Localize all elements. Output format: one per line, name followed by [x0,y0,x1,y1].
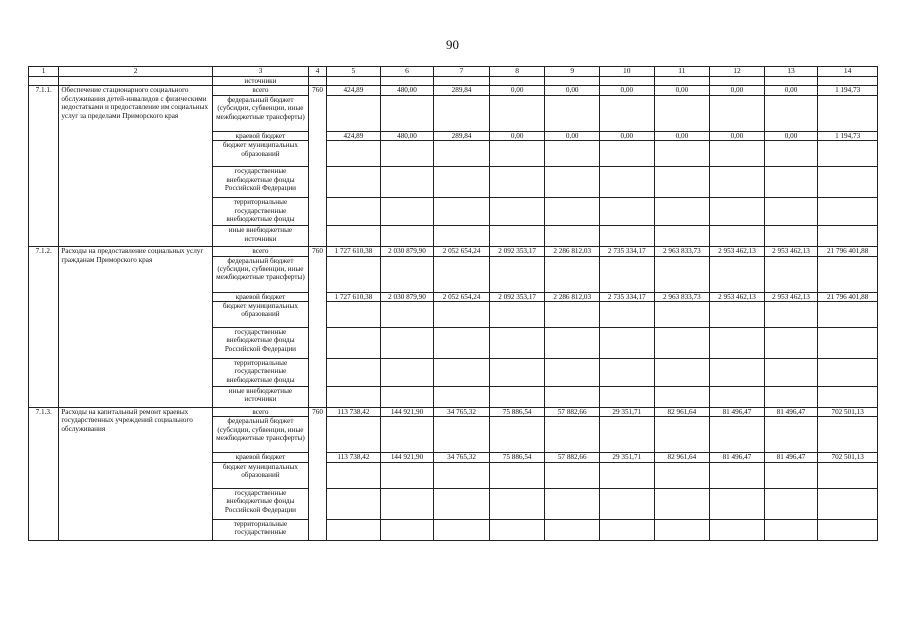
empty-cell [380,198,434,226]
empty-cell [710,488,765,519]
empty-cell [545,359,600,387]
code-cell: 760 [308,247,326,408]
empty-cell [545,417,600,453]
empty-cell [327,417,381,453]
empty-cell [654,256,710,292]
empty-cell [764,417,818,453]
source-cell: иные внебюджетные источники [212,226,308,247]
empty-cell [764,462,818,488]
empty-cell [434,328,490,359]
empty-cell [600,488,655,519]
source-cell: краевой бюджет [212,292,308,301]
column-header-cell: 2 [59,67,213,77]
empty-cell [600,417,655,453]
code-cell: 760 [308,408,326,541]
column-header-cell: 8 [489,67,545,77]
value-cell: 144 921,90 [380,453,434,462]
source-cell: территориальные государственные [212,519,308,540]
value-cell: 0,00 [710,86,765,95]
empty-cell [380,95,434,131]
item-name-cell: Обеспечение стационарного социального обслуживания детей-инвалидов с физическими недостатками и предоставление им социальных услуг за пределами Приморского края [59,86,213,247]
empty-cell [654,77,710,86]
value-cell: 2 052 654,24 [434,247,490,256]
value-cell: 29 351,71 [600,453,655,462]
empty-cell [327,488,381,519]
column-header-cell: 12 [710,67,765,77]
column-header-cell: 6 [380,67,434,77]
empty-cell [764,95,818,131]
column-header-cell: 9 [545,67,600,77]
source-cell: федеральный бюджет (субсидии, субвенции, иные межбюджетные трансферты) [212,256,308,292]
empty-cell [654,359,710,387]
budget-table [28,66,878,541]
empty-cell [545,462,600,488]
value-cell: 2 735 334,17 [600,247,655,256]
source-cell: бюджет муниципальных образований [212,302,308,328]
value-cell: 2 092 353,17 [489,292,545,301]
empty-cell [764,77,818,86]
column-header-cell: 10 [600,67,655,77]
empty-cell [489,387,545,408]
empty-cell [489,302,545,328]
empty-cell [489,359,545,387]
value-cell: 2 092 353,17 [489,247,545,256]
value-cell: 81 496,47 [710,408,765,417]
empty-cell [489,226,545,247]
empty-cell [764,359,818,387]
column-header-cell: 1 [29,67,59,77]
item-name-cell: Расходы на предоставление социальных услуг гражданам Приморского края [59,247,213,408]
value-cell: 21 796 401,88 [818,292,878,301]
value-cell: 75 886,54 [489,408,545,417]
empty-cell [434,226,490,247]
empty-cell [710,462,765,488]
empty-cell [327,302,381,328]
value-cell: 2 030 879,90 [380,292,434,301]
column-header-cell: 4 [308,67,326,77]
column-header-cell: 13 [764,67,818,77]
empty-cell [545,141,600,167]
empty-cell [434,95,490,131]
value-cell: 2 953 462,13 [710,247,765,256]
value-cell: 0,00 [600,86,655,95]
value-cell: 424,89 [327,131,381,140]
source-cell: бюджет муниципальных образований [212,141,308,167]
empty-cell [654,95,710,131]
empty-cell [380,226,434,247]
table-row [29,247,878,256]
empty-cell [764,226,818,247]
empty-cell [710,328,765,359]
empty-cell [764,141,818,167]
item-number-cell: 7.1.2. [29,247,59,408]
value-cell: 0,00 [545,86,600,95]
empty-cell [654,328,710,359]
empty-cell [489,488,545,519]
value-cell: 113 738,42 [327,408,381,417]
empty-cell [764,198,818,226]
empty-cell [600,462,655,488]
empty-cell [489,198,545,226]
empty-cell [764,328,818,359]
empty-cell [545,226,600,247]
source-cell: всего [212,86,308,95]
value-cell: 480,00 [380,131,434,140]
empty-cell [600,359,655,387]
empty-cell [818,359,878,387]
empty-cell [489,519,545,540]
empty-cell [380,77,434,86]
item-number-cell: 7.1.3. [29,408,59,541]
empty-cell [710,77,765,86]
code-cell: 760 [308,86,326,247]
empty-cell [764,519,818,540]
value-cell: 0,00 [600,131,655,140]
empty-cell [380,519,434,540]
empty-cell [710,226,765,247]
empty-cell [818,95,878,131]
source-cell: государственные внебюджетные фонды Российской Федерации [212,328,308,359]
value-cell: 144 921,90 [380,408,434,417]
column-header-cell: 7 [434,67,490,77]
empty-cell [710,519,765,540]
empty-cell [764,488,818,519]
empty-cell [545,302,600,328]
empty-cell [600,256,655,292]
empty-cell [327,519,381,540]
empty-cell [29,77,59,86]
empty-cell [545,488,600,519]
empty-cell [654,198,710,226]
empty-cell [380,417,434,453]
empty-cell [327,77,381,86]
empty-cell [818,519,878,540]
empty-cell [654,417,710,453]
column-header-row [29,67,878,77]
empty-cell [434,359,490,387]
empty-cell [380,167,434,198]
source-cell: государственные внебюджетные фонды Российской Федерации [212,488,308,519]
value-cell: 0,00 [654,86,710,95]
source-cell: федеральный бюджет (субсидии, субвенции, иные межбюджетные трансферты) [212,95,308,131]
empty-cell [818,77,878,86]
empty-cell [710,302,765,328]
empty-cell [380,256,434,292]
empty-cell [327,359,381,387]
value-cell: 81 496,47 [710,453,765,462]
empty-cell [818,417,878,453]
value-cell: 0,00 [489,131,545,140]
empty-cell [59,77,213,86]
empty-cell [489,256,545,292]
value-cell: 2 953 462,13 [710,292,765,301]
page-number: 90 [446,37,459,52]
value-cell: 2 963 833,73 [654,247,710,256]
empty-cell [489,167,545,198]
value-cell: 424,89 [327,86,381,95]
value-cell: 1 194,73 [818,131,878,140]
empty-cell [600,141,655,167]
empty-cell [327,226,381,247]
empty-cell [710,387,765,408]
empty-cell [380,387,434,408]
empty-cell [434,417,490,453]
empty-cell [545,77,600,86]
empty-cell [654,226,710,247]
empty-cell [818,226,878,247]
empty-cell [818,256,878,292]
value-cell: 81 496,47 [764,453,818,462]
empty-cell [818,198,878,226]
empty-cell [489,95,545,131]
empty-cell [380,359,434,387]
empty-cell [327,256,381,292]
empty-cell [545,95,600,131]
value-cell: 2 735 334,17 [600,292,655,301]
empty-cell [600,387,655,408]
empty-cell [654,302,710,328]
empty-cell [434,519,490,540]
empty-cell [327,328,381,359]
value-cell: 0,00 [710,131,765,140]
value-cell: 0,00 [764,131,818,140]
empty-cell [327,141,381,167]
empty-cell [710,198,765,226]
empty-cell [710,256,765,292]
empty-cell [600,328,655,359]
value-cell: 2 286 812,03 [545,247,600,256]
value-cell: 34 765,32 [434,408,490,417]
value-cell: 82 961,64 [654,408,710,417]
empty-cell [654,387,710,408]
value-cell: 1 727 610,38 [327,292,381,301]
empty-cell [600,198,655,226]
empty-cell [327,198,381,226]
empty-cell [818,462,878,488]
empty-cell [764,387,818,408]
continuation-row [29,77,878,86]
empty-cell [489,141,545,167]
source-cell: всего [212,408,308,417]
empty-cell [327,167,381,198]
empty-cell [489,77,545,86]
value-cell: 289,84 [434,86,490,95]
value-cell: 34 765,32 [434,453,490,462]
empty-cell [380,302,434,328]
value-cell: 2 052 654,24 [434,292,490,301]
empty-cell [380,462,434,488]
source-cell: территориальные государственные внебюджетные фонды [212,198,308,226]
empty-cell [764,167,818,198]
column-header-cell: 5 [327,67,381,77]
empty-cell [710,359,765,387]
source-cell: краевой бюджет [212,453,308,462]
value-cell: 1 194,73 [818,86,878,95]
value-cell: 0,00 [764,86,818,95]
value-cell: 75 886,54 [489,453,545,462]
empty-cell [710,417,765,453]
value-cell: 21 796 401,88 [818,247,878,256]
empty-cell [434,198,490,226]
empty-cell [654,462,710,488]
empty-cell [434,387,490,408]
empty-cell [489,417,545,453]
empty-cell [654,167,710,198]
empty-cell [308,77,326,86]
value-cell: 702 501,13 [818,453,878,462]
source-cell: иные внебюджетные источники [212,387,308,408]
empty-cell [600,77,655,86]
value-cell: 0,00 [545,131,600,140]
value-cell: 29 351,71 [600,408,655,417]
empty-cell [380,488,434,519]
empty-cell [818,167,878,198]
source-cell: всего [212,247,308,256]
value-cell: 0,00 [489,86,545,95]
column-header-cell: 3 [212,67,308,77]
value-cell: 2 286 812,03 [545,292,600,301]
value-cell: 2 953 462,13 [764,247,818,256]
empty-cell [545,198,600,226]
empty-cell [600,95,655,131]
empty-cell [434,302,490,328]
source-cell: краевой бюджет [212,131,308,140]
empty-cell [654,141,710,167]
value-cell: 2 963 833,73 [654,292,710,301]
empty-cell [710,141,765,167]
empty-cell [600,302,655,328]
source-cell: бюджет муниципальных образований [212,462,308,488]
empty-cell [764,256,818,292]
empty-cell [545,519,600,540]
item-name-cell: Расходы на капитальный ремонт краевых государственных учреждений социального обслуживания [59,408,213,541]
value-cell: 1 727 610,38 [327,247,381,256]
empty-cell [327,95,381,131]
table-row [29,408,878,417]
empty-cell [545,328,600,359]
empty-cell [600,226,655,247]
value-cell: 57 882,66 [545,453,600,462]
empty-cell [710,167,765,198]
value-cell: 480,00 [380,86,434,95]
empty-cell [545,256,600,292]
empty-cell [434,256,490,292]
table-row [29,86,878,95]
empty-cell [654,519,710,540]
empty-cell [434,141,490,167]
empty-cell [818,488,878,519]
value-cell: 702 501,13 [818,408,878,417]
empty-cell [654,488,710,519]
empty-cell [434,167,490,198]
empty-cell [380,328,434,359]
empty-cell [600,519,655,540]
column-header-cell: 14 [818,67,878,77]
empty-cell [545,387,600,408]
value-cell: 82 961,64 [654,453,710,462]
empty-cell [327,387,381,408]
empty-cell [489,462,545,488]
value-cell: 113 738,42 [327,453,381,462]
empty-cell [818,328,878,359]
value-cell: 57 882,66 [545,408,600,417]
value-cell: 289,84 [434,131,490,140]
source-cell: государственные внебюджетные фонды Российской Федерации [212,167,308,198]
empty-cell [489,328,545,359]
column-header-cell: 11 [654,67,710,77]
value-cell: 2 030 879,90 [380,247,434,256]
empty-cell [434,77,490,86]
empty-cell [764,302,818,328]
empty-cell [545,167,600,198]
source-cell: территориальные государственные внебюджетные фонды [212,359,308,387]
source-cell: федеральный бюджет (субсидии, субвенции, иные межбюджетные трансферты) [212,417,308,453]
empty-cell [600,167,655,198]
empty-cell [434,488,490,519]
value-cell: 2 953 462,13 [764,292,818,301]
empty-cell [327,462,381,488]
empty-cell [380,141,434,167]
empty-cell [710,95,765,131]
value-cell: 81 496,47 [764,408,818,417]
item-number-cell: 7.1.1. [29,86,59,247]
source-cell: источники [212,77,308,86]
empty-cell [818,302,878,328]
empty-cell [434,462,490,488]
value-cell: 0,00 [654,131,710,140]
empty-cell [818,141,878,167]
empty-cell [818,387,878,408]
